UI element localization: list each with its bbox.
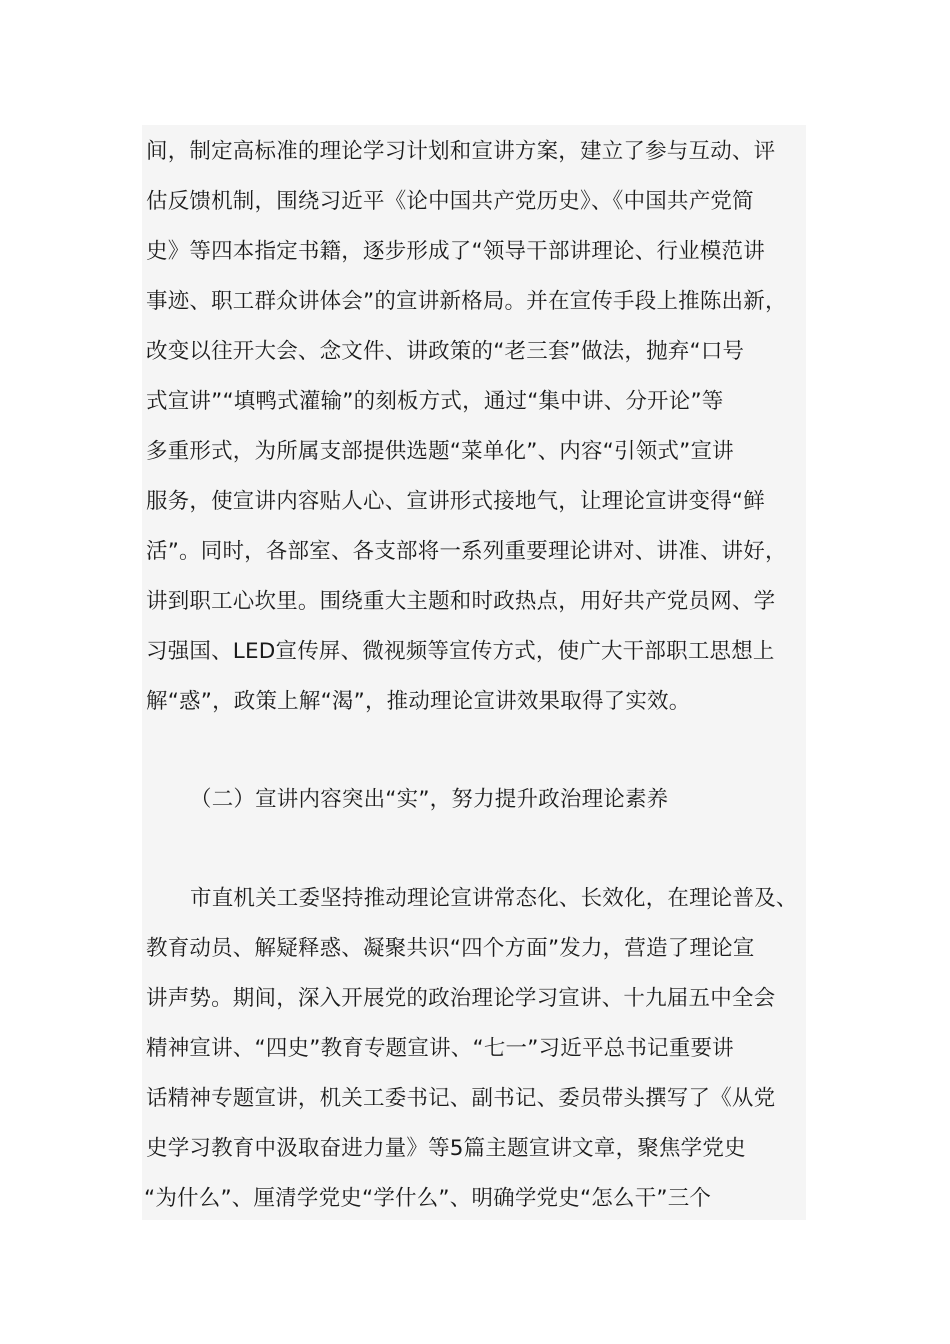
- paragraph-2-line: 精神宣讲、“四史”教育专题宣讲、“七一”习近平总书记重要讲: [146, 1036, 734, 1061]
- paragraph-1-line: 改变以往开大会、念文件、讲政策的“老三套”做法，抛弃“口号: [146, 339, 745, 364]
- paragraph-1-line: 多重形式，为所属支部提供选题“菜单化”、内容“引领式”宣讲: [146, 439, 734, 464]
- paragraph-2-line: 讲声势。期间，深入开展党的政治理论学习宣讲、十九届五中全会: [146, 986, 776, 1011]
- paragraph-1-line: 估反馈机制，围绕习近平《论中国共产党历史》、《中国共产党简: [146, 189, 754, 214]
- paragraph-1-line: 事迹、职工群众讲体会”的宣讲新格局。并在宣传手段上推陈出新，: [146, 289, 787, 314]
- paragraph-1-line: 服务，使宣讲内容贴人心、宣讲形式接地气，让理论宣讲变得“鲜: [146, 489, 765, 514]
- section-heading: （二）宣讲内容突出“实”，努力提升政治理论素养: [190, 787, 669, 812]
- paragraph-2-line: 教育动员、解疑释惑、凝聚共识“四个方面”发力，营造了理论宣: [146, 936, 755, 961]
- paragraph-2-line: “为什么”、厘清学党史“学什么”、明确学党史“怎么干”三个: [144, 1186, 712, 1211]
- paragraph-2-line: 市直机关工委坚持推动理论宣讲常态化、长效化，在理论普及、: [190, 886, 798, 911]
- paragraph-1-line: 解“惑”，政策上解“渴”，推动理论宣讲效果取得了实效。: [146, 689, 691, 714]
- paragraph-2-line: 史学习教育中汲取奋进力量》等5篇主题宣讲文章，聚焦学党史: [146, 1136, 746, 1161]
- paragraph-1-line: 史》等四本指定书籍，逐步形成了“领导干部讲理论、行业模范讲: [146, 239, 765, 264]
- paragraph-1-line: 讲到职工心坎里。围绕重大主题和时政热点，用好共产党员网、学: [146, 589, 776, 614]
- paragraph-1-line: 活”。同时，各部室、各支部将一系列重要理论讲对、讲准、讲好，: [146, 539, 787, 564]
- paragraph-1-line: 习强国、LED宣传屏、微视频等宣传方式，使广大干部职工思想上: [146, 639, 775, 664]
- paragraph-2-line: 话精神专题宣讲，机关工委书记、副书记、委员带头撰写了《从党: [146, 1086, 776, 1111]
- paragraph-1-line: 间，制定高标准的理论学习计划和宣讲方案，建立了参与互动、评: [146, 139, 776, 164]
- paragraph-1-line: 式宣讲”“填鸭式灌输”的刻板方式，通过“集中讲、分开论”等: [146, 389, 724, 414]
